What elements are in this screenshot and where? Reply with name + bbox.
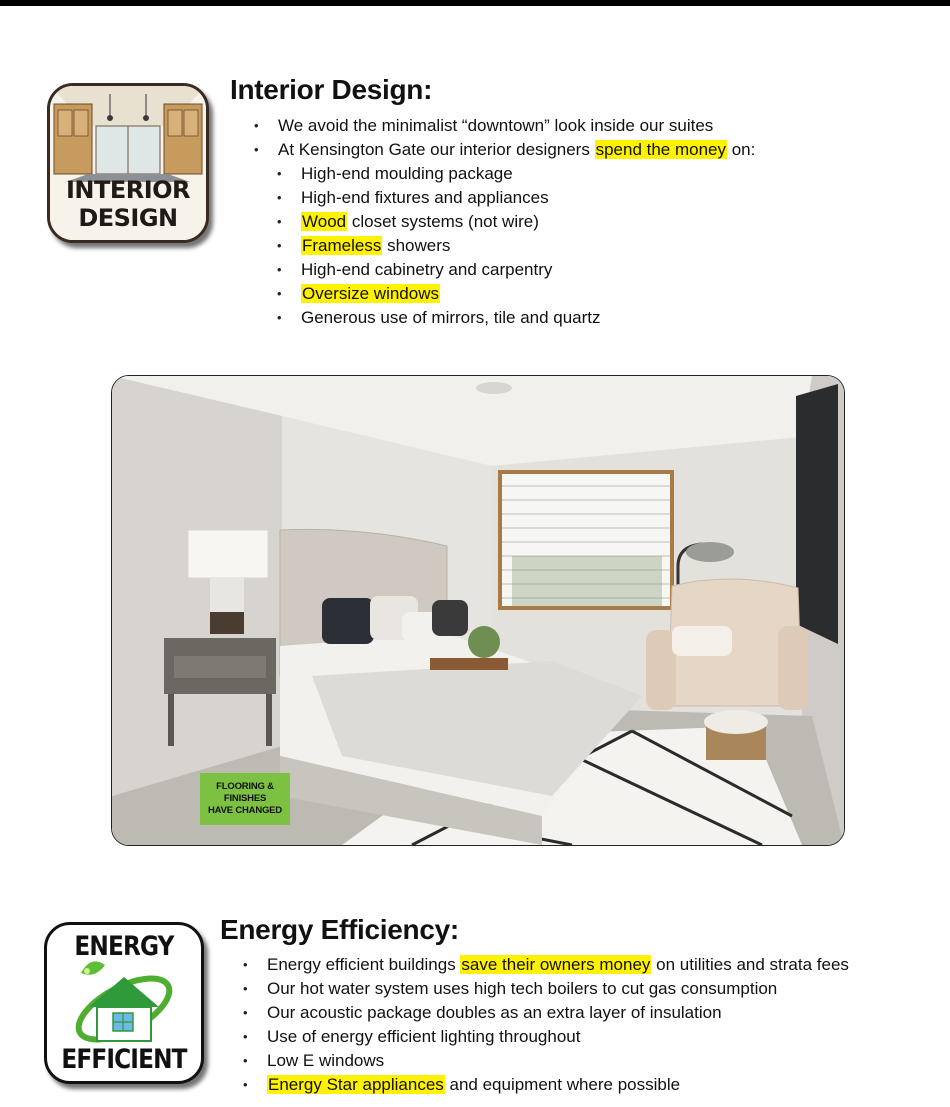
- list-item: [301, 306, 601, 330]
- interior-sub-bullet-list: [301, 162, 601, 330]
- highlighted-text: Energy Star appliances: [268, 1075, 444, 1094]
- bedroom-photo: [111, 375, 845, 846]
- item-text: At Kensington Gate our interior designers: [278, 140, 595, 159]
- list-item: [267, 1073, 849, 1097]
- badge-label-line2: EFFICIENT: [61, 1044, 187, 1075]
- badge-label-line2: DESIGN: [78, 204, 178, 232]
- badge-label-line1: FLOORING &: [216, 781, 274, 792]
- energy-bullet-list: [267, 953, 849, 1097]
- list-item: [301, 162, 601, 186]
- list-item: [301, 282, 601, 306]
- badge-label-line1: ENERGY: [74, 931, 174, 962]
- highlighted-text: spend the money: [595, 140, 726, 159]
- interior-design-badge: [47, 83, 209, 243]
- highlighted-text: Oversize windows: [302, 284, 439, 303]
- item-text: High-end cabinetry and carpentry: [301, 260, 553, 279]
- interior-bullet-list: [278, 114, 755, 162]
- item-text: and equipment where possible: [444, 1075, 681, 1094]
- item-text: on utilities and strata fees: [651, 955, 849, 974]
- badge-label-line2: FINISHES: [223, 793, 267, 804]
- item-text: closet systems (not wire): [347, 212, 539, 231]
- energy-efficient-badge: [44, 922, 204, 1084]
- highlighted-text: save their owners money: [461, 955, 651, 974]
- item-text: We avoid the minimalist “downtown” look inside our suites: [278, 116, 714, 135]
- item-text: Use of energy efficient lighting throughout: [267, 1027, 581, 1046]
- top-rule: [0, 0, 950, 6]
- energy-efficiency-heading: Energy Efficiency:: [220, 914, 459, 945]
- list-item: [301, 210, 601, 234]
- item-text: Energy efficient buildings: [267, 955, 461, 974]
- item-text: Our acoustic package doubles as an extra layer of insulation: [267, 1003, 722, 1022]
- item-text: High-end fixtures and appliances: [301, 188, 549, 207]
- list-item: [301, 234, 601, 258]
- item-text: Low E windows: [267, 1051, 385, 1070]
- list-item: [267, 1025, 849, 1049]
- list-item: [278, 114, 755, 138]
- highlighted-text: Wood: [302, 212, 347, 231]
- item-text: showers: [382, 236, 451, 255]
- list-item: [301, 258, 601, 282]
- interior-design-heading: Interior Design:: [230, 74, 433, 105]
- item-text: Our hot water system uses high tech boilers to cut gas consumption: [267, 979, 778, 998]
- list-item: [301, 186, 601, 210]
- item-text: Generous use of mirrors, tile and quartz: [301, 308, 601, 327]
- item-text: High-end moulding package: [301, 164, 513, 183]
- flooring-finishes-badge: [200, 773, 290, 825]
- item-text: on:: [727, 140, 756, 159]
- badge-label-line3: HAVE CHANGED: [208, 805, 282, 816]
- list-item: [267, 1049, 849, 1073]
- list-item: [267, 1001, 849, 1025]
- badge-label-line1: INTERIOR: [65, 176, 191, 204]
- list-item: [267, 977, 849, 1001]
- list-item: [267, 953, 849, 977]
- highlighted-text: Frameless: [302, 236, 382, 255]
- list-item: [278, 138, 755, 162]
